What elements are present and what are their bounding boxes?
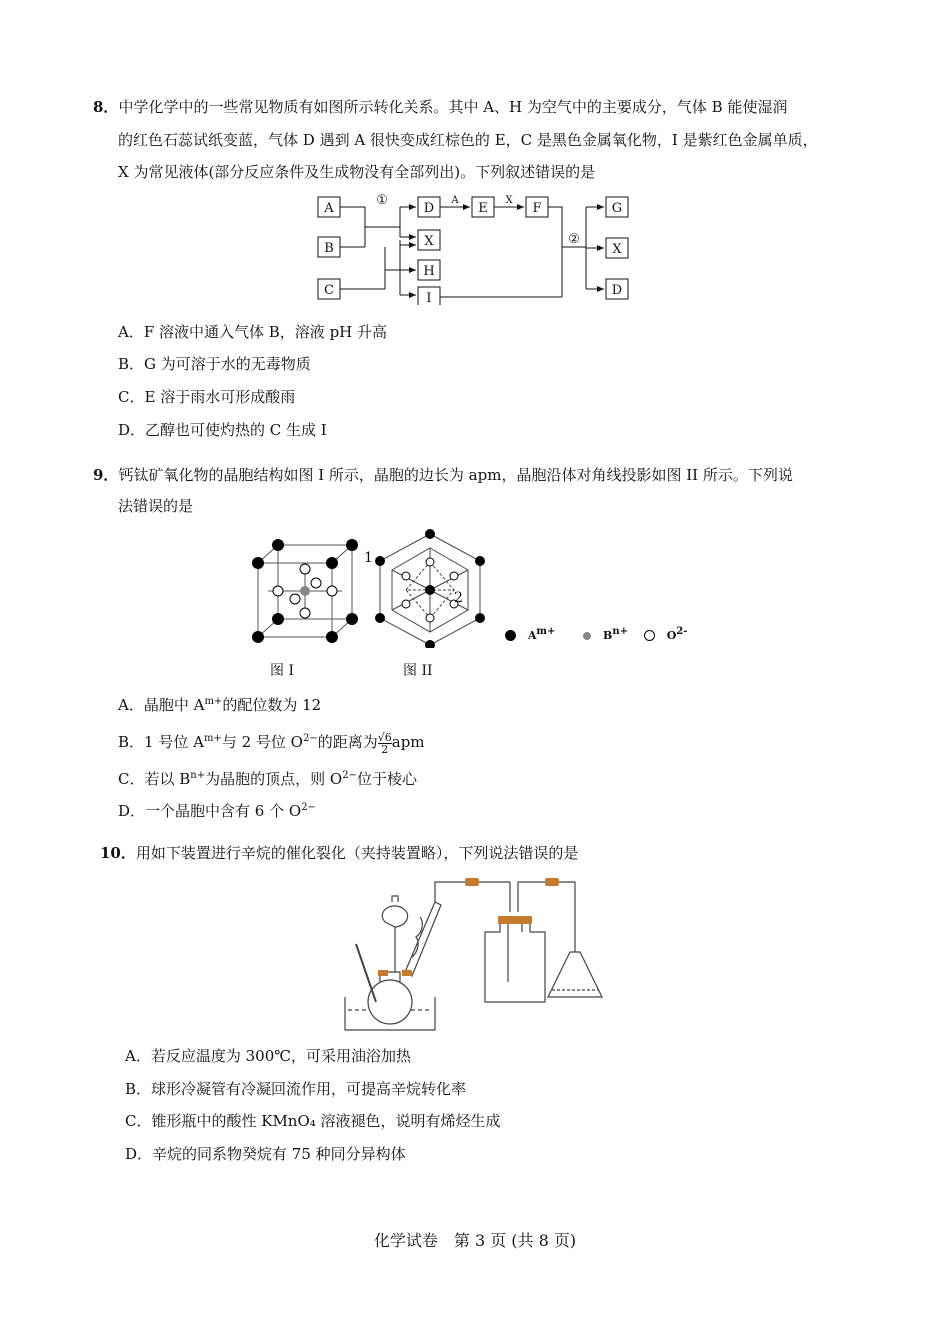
svg-text:X: X <box>505 195 513 206</box>
svg-text:E: E <box>478 201 488 216</box>
q9-option-b[interactable]: B．1 号位 $A^{m+}$与 2 号位 $O^{2-}$的距离为 $\frac{√6}{2}$ apm <box>118 730 425 756</box>
q8-line1: 8．中学化学中的一些常见物质有如图所示转化关系。其中 A、H 为空气中的主要成分，气体 B 能使湿润 <box>93 98 788 116</box>
svg-text:A: A <box>451 195 459 206</box>
q8-number: 8． <box>93 98 119 116</box>
q10-option-c[interactable]: C．锥形瓶中的酸性 KMnO₄ 溶液褪色，说明有烯烃生成 <box>125 1112 501 1130</box>
q9-position-1-label: 1 <box>364 550 373 566</box>
svg-text:①: ① <box>376 193 388 208</box>
q9-position-2-label: 2 <box>454 590 463 606</box>
svg-text:D: D <box>611 283 623 298</box>
svg-text:C: C <box>324 283 334 298</box>
q10-option-a[interactable]: A．若反应温度为 300℃，可采用油浴加热 <box>125 1047 412 1065</box>
q10-apparatus-diagram <box>340 872 610 1037</box>
q8-line3: X 为常见液体(部分反应条件及生成物没有全部列出)。下列叙述错误的是 <box>118 163 596 181</box>
svg-text:D: D <box>423 201 435 216</box>
q8-option-a[interactable]: A．F 溶液中通入气体 B，溶液 pH 升高 <box>118 323 388 341</box>
q10-number: 10． <box>100 844 136 862</box>
o-ion-legend-icon <box>644 630 655 641</box>
q9-fig2-projection <box>370 528 490 648</box>
svg-text:X: X <box>424 234 434 249</box>
q9-legend: $A^{m+}$ $B^{n+}$ $O^{2-}$ <box>505 626 687 642</box>
b-ion-legend-icon <box>583 632 591 640</box>
q8-flow-diagram <box>310 190 650 305</box>
q9-fig1-label: 图 I <box>270 663 294 679</box>
q9-number: 9． <box>93 466 119 484</box>
svg-text:B: B <box>324 241 334 256</box>
svg-text:I: I <box>426 291 432 305</box>
q8-option-d[interactable]: D．乙醇也可使灼热的 C 生成 I <box>118 421 327 439</box>
svg-text:②: ② <box>568 232 580 247</box>
q10-option-d[interactable]: D．辛烷的同系物癸烷有 75 种同分异构体 <box>125 1145 406 1163</box>
q8-option-c[interactable]: C．E 溶于雨水可形成酸雨 <box>118 388 296 406</box>
q9-option-a[interactable]: A．晶胞中 $A^{m+}$的配位数为 12 <box>118 696 322 714</box>
q9-option-c[interactable]: C．若以 $B^{n+}$为晶胞的顶点，则 $O^{2-}$位于棱心 <box>118 770 417 788</box>
q9-line2: 法错误的是 <box>118 497 194 515</box>
svg-text:F: F <box>532 201 542 216</box>
svg-text:H: H <box>423 264 435 279</box>
svg-text:X: X <box>612 242 622 257</box>
q10-line1: 10．用如下装置进行辛烷的催化裂化（夹持装置略），下列说法错误的是 <box>100 844 579 862</box>
q9-fig2-label: 图 II <box>403 663 433 679</box>
q8-line2: 的红色石蕊试纸变蓝，气体 D 遇到 A 很快变成红棕色的 E，C 是黑色金属氧化物，I 是紫红色金属单质， <box>118 131 818 149</box>
fraction: $\frac{√6}{2}$ <box>377 730 392 756</box>
svg-text:G: G <box>611 201 623 216</box>
q9-option-d[interactable]: D．一个晶胞中含有 6 个 $O^{2-}$ <box>118 802 316 820</box>
q10-option-b[interactable]: B．球形冷凝管有冷凝回流作用，可提高辛烷转化率 <box>125 1080 467 1098</box>
q8-option-b[interactable]: B．G 为可溶于水的无毒物质 <box>118 355 311 373</box>
svg-text:A: A <box>324 201 334 216</box>
q9-line1: 9．钙钛矿氧化物的晶胞结构如图 I 所示，晶胞的边长为 apm，晶胞沿体对角线投影如图 II 所示。下列说 <box>93 466 793 484</box>
a-ion-legend-icon <box>505 630 516 641</box>
page-footer: 化学试卷 第 3 页 (共 8 页) <box>373 1231 577 1250</box>
q9-fig1-unit-cell <box>240 535 360 650</box>
